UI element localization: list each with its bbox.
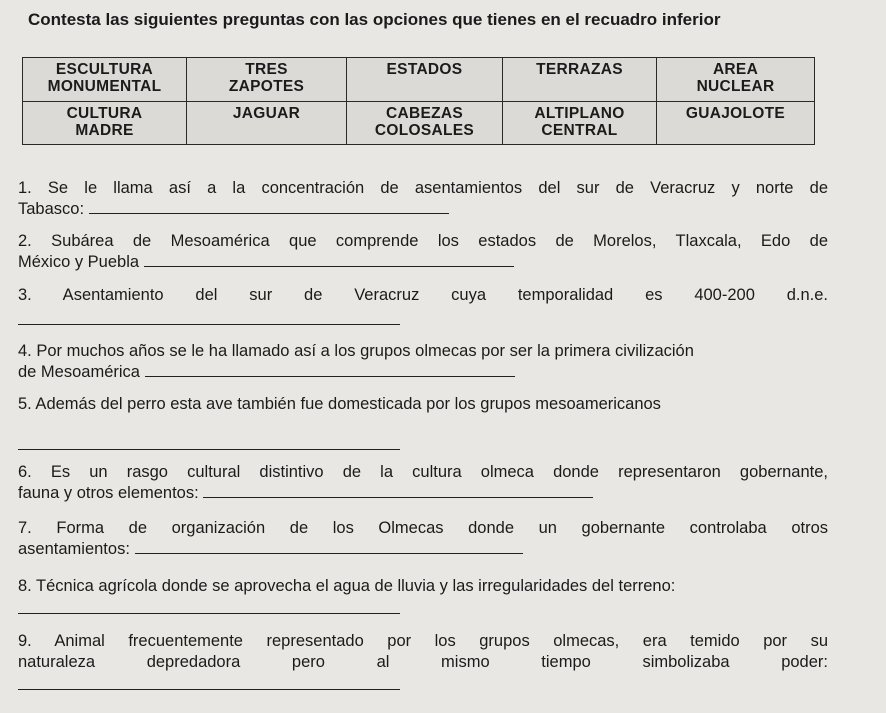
- answer-blank[interactable]: [144, 252, 514, 267]
- word-bank-cell: ESCULTURA MONUMENTAL: [23, 58, 187, 102]
- question-3: [18, 285, 828, 325]
- instructions-heading: Contesta las siguientes preguntas con las opciones que tienes en el recuadro inferior: [28, 10, 721, 29]
- word-bank-table: [22, 57, 815, 145]
- question-text: Tabasco:: [18, 200, 85, 218]
- question-text: asentamientos:: [18, 540, 130, 558]
- word-bank-cell: AREA NUCLEAR: [657, 58, 815, 102]
- question-6: [18, 462, 828, 504]
- word-bank-cell: ALTIPLANO CENTRAL: [503, 101, 657, 145]
- answer-blank[interactable]: [18, 599, 400, 614]
- question-text: 6. Es un rasgo cultural distintivo de la cultura olmeca donde representaron gobernante,: [18, 463, 828, 481]
- word-bank-cell: CULTURA MADRE: [23, 101, 187, 145]
- question-text: 9. Animal frecuentemente representado por los grupos olmecas, era temido por su: [18, 632, 828, 650]
- answer-blank[interactable]: [203, 483, 593, 498]
- question-text: 7. Forma de organización de los Olmecas donde un gobernante controlaba otros: [18, 519, 828, 537]
- question-text: México y Puebla: [18, 253, 140, 271]
- question-text: 4. Por muchos años se le ha llamado así a los grupos olmecas por ser la primera civilización: [18, 342, 694, 360]
- question-5: [18, 394, 828, 450]
- answer-blank[interactable]: [18, 310, 400, 325]
- question-text: fauna y otros elementos:: [18, 484, 199, 502]
- answer-blank[interactable]: [18, 675, 400, 690]
- question-1: [18, 178, 828, 220]
- answer-blank[interactable]: [135, 539, 523, 554]
- word-bank-cell: TERRAZAS: [503, 58, 657, 102]
- question-8: [18, 576, 828, 614]
- word-bank-cell: GUAJOLOTE: [657, 101, 815, 145]
- question-7: [18, 518, 828, 560]
- question-text: 3. Asentamiento del sur de Veracruz cuya temporalidad es 400-200 d.n.e.: [18, 286, 828, 304]
- word-bank-cell: JAGUAR: [187, 101, 347, 145]
- question-text: 5. Además del perro esta ave también fue domesticada por los grupos mesoamericanos: [18, 395, 661, 413]
- word-bank-cell: CABEZAS COLOSALES: [347, 101, 503, 145]
- question-text: de Mesoamérica: [18, 363, 140, 381]
- question-text: 1. Se le llama así a la concentración de asentamientos del sur de Veracruz y norte de: [18, 179, 828, 197]
- word-bank-cell: TRES ZAPOTES: [187, 58, 347, 102]
- word-bank-row: [23, 101, 815, 145]
- answer-blank[interactable]: [18, 435, 400, 450]
- question-text: 2. Subárea de Mesoamérica que comprende los estados de Morelos, Tlaxcala, Edo de: [18, 232, 828, 250]
- question-2: [18, 231, 828, 273]
- word-bank-row: [23, 58, 815, 102]
- word-bank-cell: ESTADOS: [347, 58, 503, 102]
- answer-blank[interactable]: [145, 362, 515, 377]
- question-9: [18, 631, 828, 690]
- question-4: [18, 341, 828, 383]
- question-text: naturaleza depredadora pero al mismo tiempo simbolizaba poder:: [18, 653, 828, 671]
- question-text: 8. Técnica agrícola donde se aprovecha el agua de lluvia y las irregularidades del terreno:: [18, 577, 676, 595]
- answer-blank[interactable]: [89, 199, 449, 214]
